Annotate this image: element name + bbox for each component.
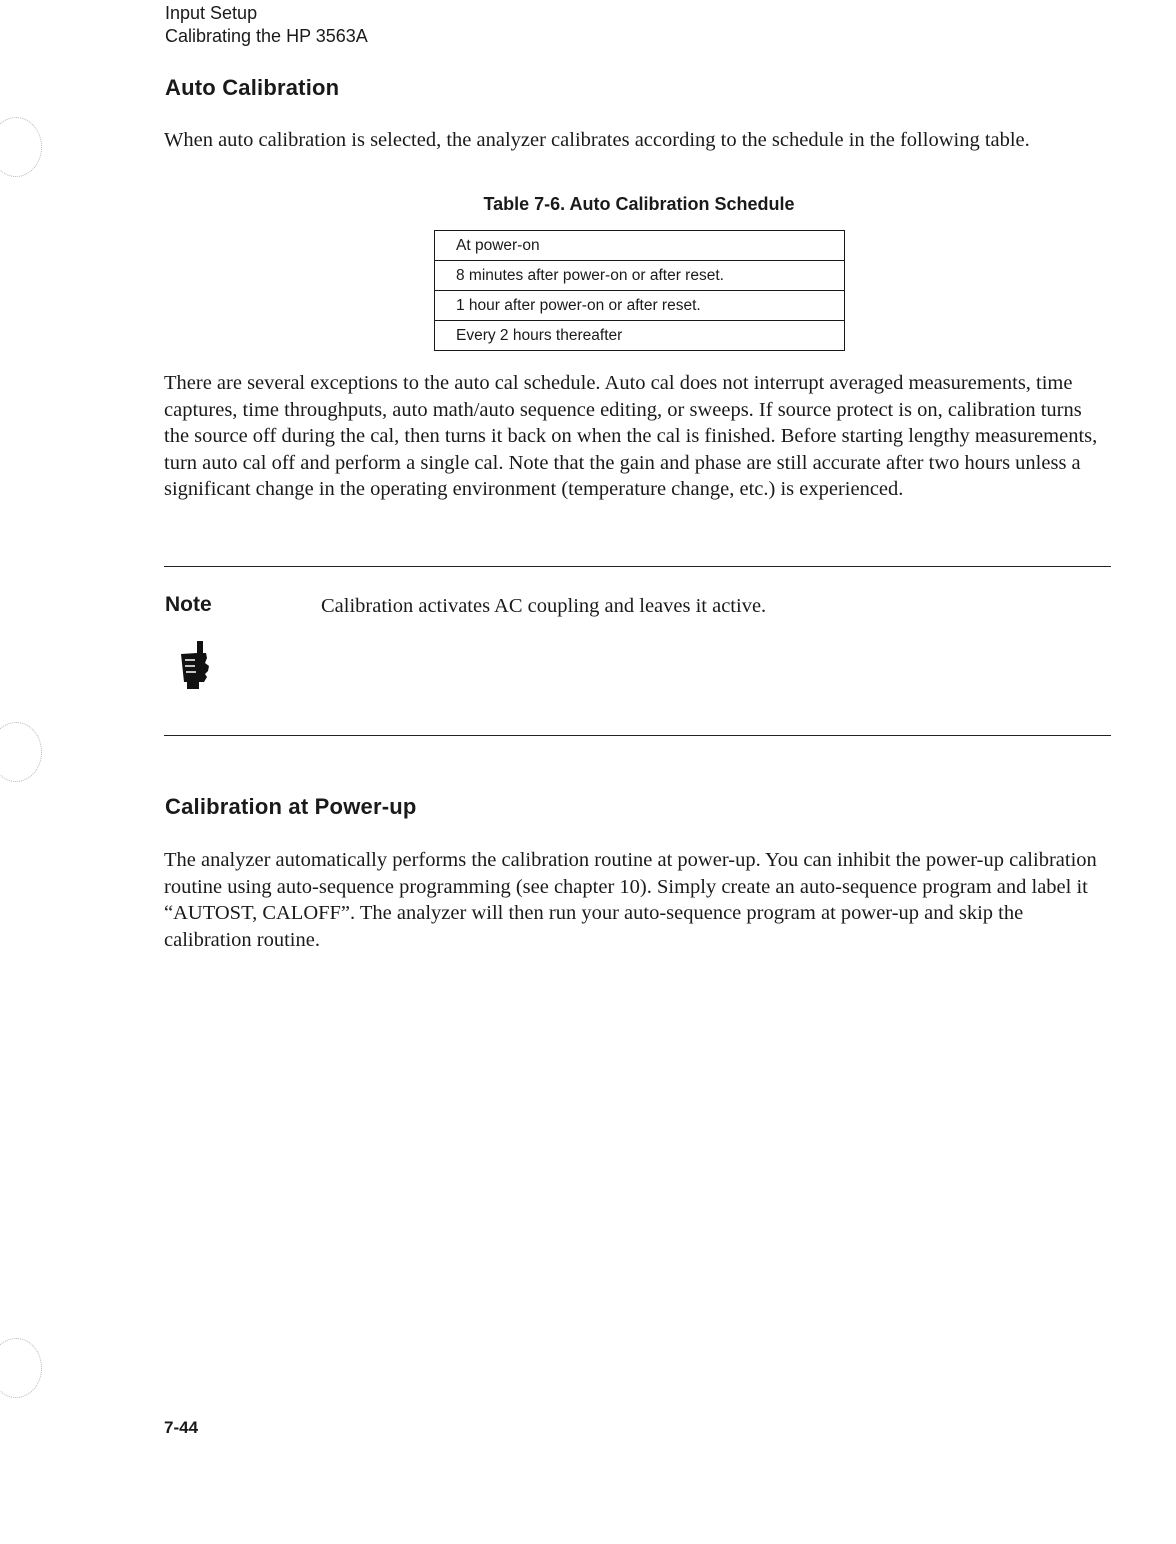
note-bottom-rule xyxy=(164,735,1111,736)
table-row xyxy=(435,261,845,291)
table-caption: Table 7-6. Auto Calibration Schedule xyxy=(483,194,795,214)
table-cell: At power-on xyxy=(435,231,845,261)
section-heading-auto-calibration: Auto Calibration xyxy=(165,75,340,100)
table-row xyxy=(435,291,845,321)
note-label: Note xyxy=(165,593,212,616)
punch-hole-mark xyxy=(0,117,42,177)
table-cell: 8 minutes after power-on or after reset. xyxy=(435,261,845,291)
table-row xyxy=(435,321,845,351)
note-top-rule xyxy=(164,566,1111,567)
punch-hole-mark xyxy=(0,1338,42,1398)
auto-calibration-schedule-table xyxy=(434,230,845,351)
running-head-chapter: Input Setup xyxy=(165,3,258,23)
note-text: Calibration activates AC coupling and leaves it active. xyxy=(321,595,767,617)
punch-hole-mark xyxy=(0,722,42,782)
table-cell: Every 2 hours thereafter xyxy=(435,321,845,351)
power-up-paragraph: The analyzer automatically performs the calibration routine at power-up. You can inhibit the power-up calibration routine using auto-sequence programming (see chapter 10). Simply create an auto-sequence program and label it “AUTOST, CALOFF”. The analyzer will then run your auto-sequence program at power-up and skip the calibration routine. xyxy=(164,849,1097,951)
intro-paragraph: When auto calibration is selected, the analyzer calibrates according to the schedule in the following table. xyxy=(164,129,1030,151)
section-heading-calibration-power-up: Calibration at Power-up xyxy=(165,794,417,819)
running-head xyxy=(165,2,368,48)
pointing-hand-icon xyxy=(176,640,216,690)
running-head-section: Calibrating the HP 3563A xyxy=(165,26,368,46)
table-row xyxy=(435,231,845,261)
exceptions-paragraph: There are several exceptions to the auto cal schedule. Auto cal does not interrupt averaged measurements, time captures, time throughputs, auto math/auto sequence editing, or sweeps. If source protect is on, calibration turns the source off during the cal, then turns it back on when the cal is finished. Before starting lengthy measurements, turn auto cal off and perform a single cal. Note that the gain and phase are still accurate after two hours unless a significant change in the operating environment (temperature change, etc.) is experienced. xyxy=(164,372,1098,500)
table-cell: 1 hour after power-on or after reset. xyxy=(435,291,845,321)
page-number: 7-44 xyxy=(164,1418,199,1437)
